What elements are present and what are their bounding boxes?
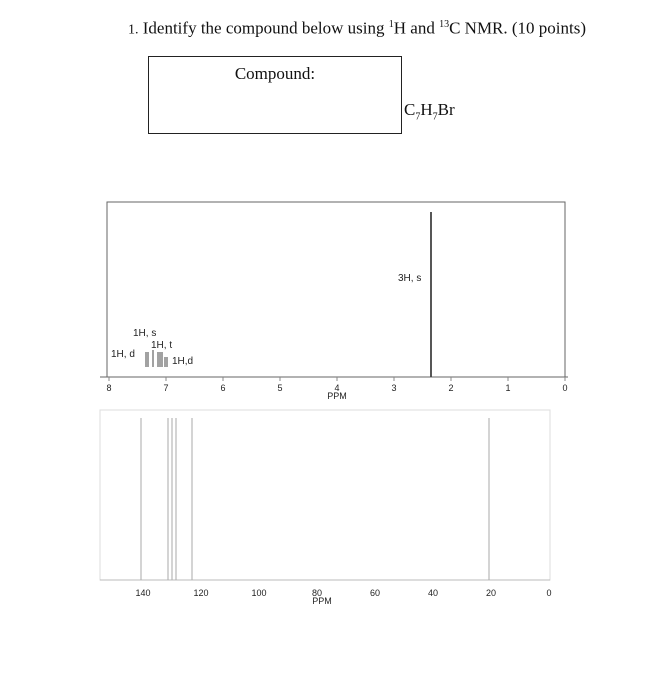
- h-tick-1: 1: [505, 383, 511, 393]
- question-prefix: Identify the compound below using: [142, 18, 389, 38]
- h-superscript: 1: [388, 19, 394, 30]
- c-tick-120: 120: [193, 588, 209, 598]
- h-nmr-spectrum: [100, 202, 568, 401]
- c-tick-40: 40: [427, 588, 439, 598]
- h-nmr-ticks: [109, 377, 565, 381]
- h-tick-6: 6: [220, 383, 226, 393]
- label-1h-d-right: 1H,d: [172, 356, 194, 367]
- c-tick-140: 140: [135, 588, 151, 598]
- h-tick-3: 3: [391, 383, 397, 393]
- h-tick-7: 7: [163, 383, 169, 393]
- c-nmr-peaks: [141, 418, 489, 580]
- c-tick-20: 20: [485, 588, 497, 598]
- formula-c: C: [404, 100, 416, 119]
- h-tick-2: 2: [448, 383, 454, 393]
- formula-br: Br: [437, 100, 455, 119]
- c-nmr-spectrum: [100, 410, 552, 606]
- h-nmr-peaks: [146, 212, 431, 377]
- c-tick-60: 60: [369, 588, 381, 598]
- c-label: C NMR. (10 points): [449, 18, 587, 38]
- h-label: H and: [393, 18, 440, 38]
- c-superscript: 13: [439, 19, 450, 30]
- c-tick-80: 80: [311, 588, 323, 598]
- label-3h-s: 3H, s: [398, 273, 422, 284]
- h-axis-label: PPM: [327, 391, 347, 401]
- formula-h-sub: 7: [432, 111, 438, 123]
- compound-label: Compound:: [234, 64, 316, 83]
- label-1h-t: 1H, t: [151, 340, 173, 351]
- label-1h-s: 1H, s: [133, 328, 157, 339]
- c-axis-label: PPM: [312, 596, 332, 606]
- question-number: 1.: [128, 22, 139, 38]
- h-tick-8: 8: [106, 383, 112, 393]
- h-nmr-frame: [107, 202, 565, 377]
- label-1h-d-left: 1H, d: [111, 349, 135, 360]
- formula-c-sub: 7: [415, 111, 421, 123]
- h-tick-0: 0: [562, 383, 568, 393]
- formula-h: H: [420, 100, 433, 119]
- h-tick-5: 5: [277, 383, 283, 393]
- c-tick-100: 100: [251, 588, 267, 598]
- c-tick-0: 0: [546, 588, 552, 598]
- h-tick-4: 4: [334, 383, 340, 393]
